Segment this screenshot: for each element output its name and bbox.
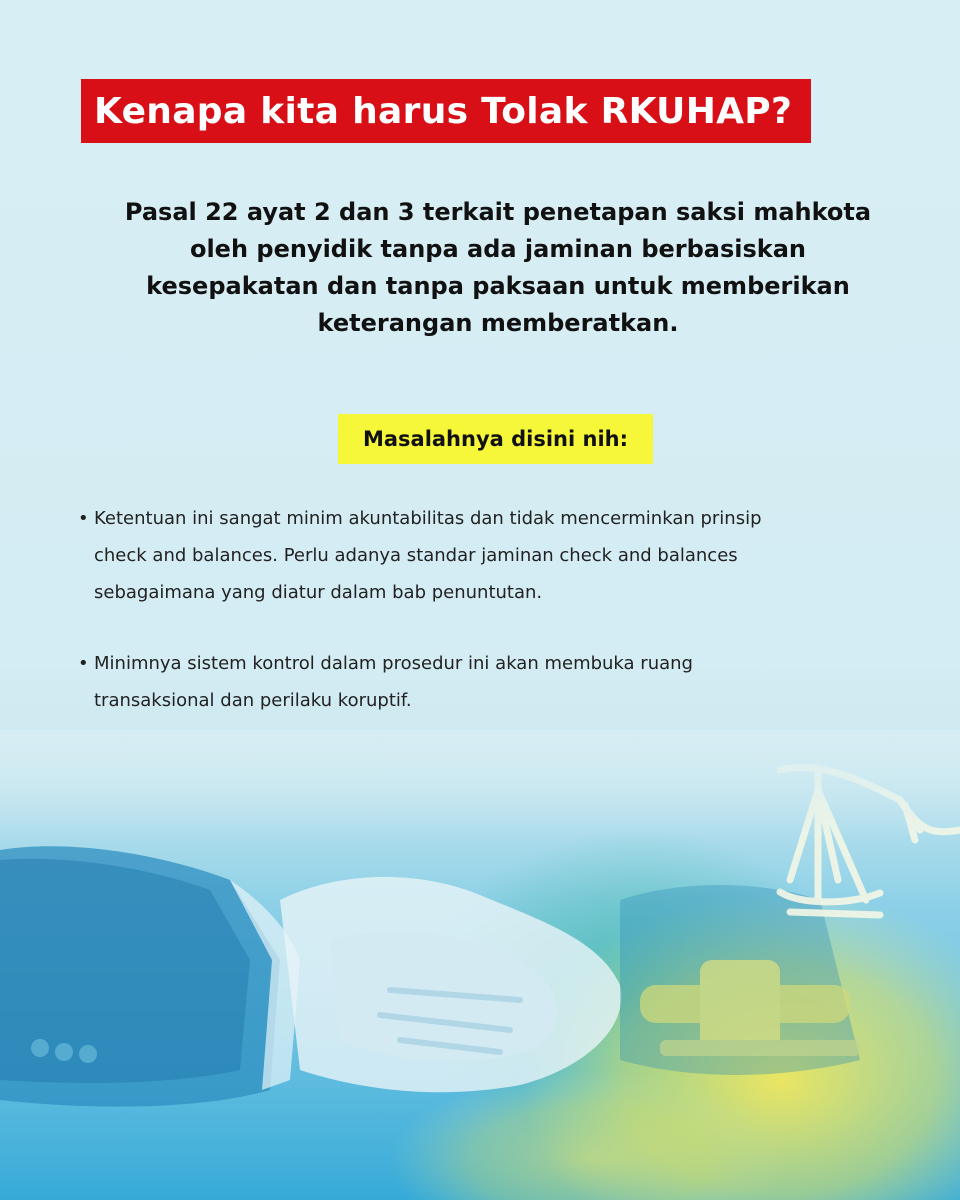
problem-list (78, 500, 898, 719)
title-banner (81, 79, 811, 143)
list-item-line: Ketentuan ini sangat minim akuntabilitas dan tidak mencerminkan prinsip (94, 508, 762, 529)
list-item-line: sebagaimana yang diatur dalam bab penuntutan. (94, 582, 543, 603)
list-item-line: transaksional dan perilaku koruptif. (94, 690, 412, 711)
statement-line: Pasal 22 ayat 2 dan 3 terkait penetapan saksi mahkota (124, 198, 872, 226)
problem-highlight (338, 414, 653, 464)
statement-line: oleh penyidik tanpa ada jaminan berbasiskan (189, 235, 807, 263)
list-item-line: check and balances. Perlu adanya standar jaminan check and balances (94, 545, 738, 566)
bullet-marker: • (78, 508, 89, 529)
article-statement (98, 194, 898, 342)
problem-label: Masalahnya disini nih: (362, 427, 629, 451)
list-item (78, 645, 898, 719)
statement-line: kesepakatan dan tanpa paksaan untuk memberikan (146, 272, 850, 300)
list-item (78, 500, 898, 611)
list-item-line: Minimnya sistem kontrol dalam prosedur ini akan membuka ruang (94, 653, 693, 674)
page-title: Kenapa kita harus Tolak RKUHAP? (94, 90, 793, 132)
bullet-marker: • (78, 653, 89, 674)
statement-line: keterangan memberatkan. (317, 309, 679, 337)
